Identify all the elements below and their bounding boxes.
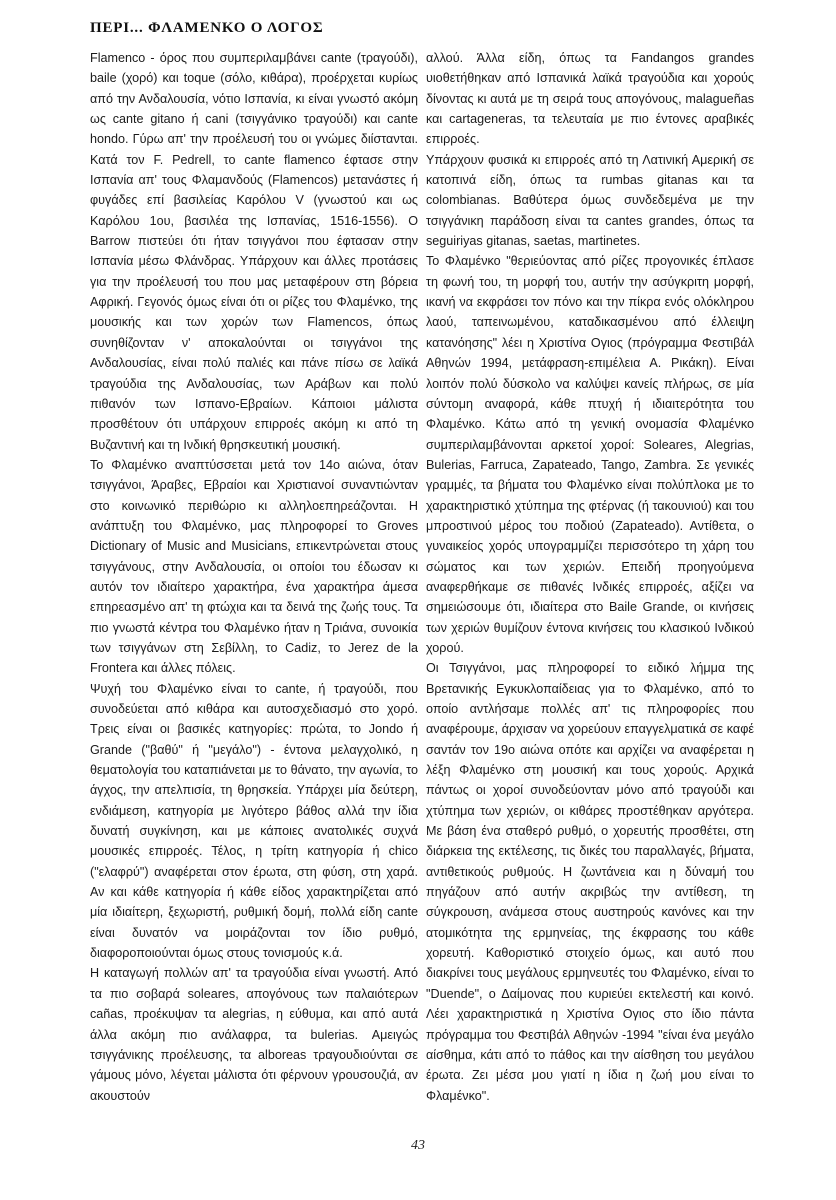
text-column-left xyxy=(90,48,418,1106)
page-number: 43 xyxy=(411,1138,425,1153)
paragraph: Flamenco - όρος που συμπεριλαμβάνει cante (τραγούδι), baile (χορό) και toque (σόλο, κιθάρα), προέρχεται κυρίως από την Ανδαλουσία, νότιο Ισπανία, κι είναι γνωστό ακόμη ως cante gitano ή cani (τσιγγάνικο τραγούδι) και cante hondo. Γύρω απ' την προέλευσή του οι γνώμες διίστανται. Κατά τον F. Pedrell, το cante flamenco έφτασε στην Ισπανία απ' τους Φλαμανδούς (Flamencos) μετανάστες ή φυγάδες επί βασιλείας Καρόλου V (γνωστού και ως Καρόλου 1ου, βασιλέα της Ισπανίας, 1516-1556). Ο Barrow πιστεύει ότι ήταν τσιγγάνοι που έφτασαν στην Ισπανία μέσω Φλάνδρας. Υπάρχουν και άλλες προτάσεις για την προέλευσή του που μας μεταφέρουν στη βόρεια Αφρική. Γεγονός όμως είναι ότι οι ρίζες του Φλαμένκο, της μουσικής και των χορών των Flamencos, όπως συνηθίζονταν ν' αποκαλούνται οι τσιγγάνοι της Ανδαλουσίας, είναι πολύ παλιές και πάνε πίσω σε λαϊκά τραγούδια της Ανδαλουσίας, των Αράβων και πολύ πιθανόν των Ισπανο-Εβραίων. Κάποιοι μάλιστα προσθέτουν ότι υπάρχουν επιρροές ακόμη κι από τη Βυζαντινή και τη Ινδική θρησκευτική μουσική. xyxy=(90,51,418,452)
paragraph: αλλού. Άλλα είδη, όπως τα Fandangos grandes υιοθετήθηκαν από Ισπανικά λαϊκά τραγούδια και χορούς δίνοντας κι αυτά με τη σειρά τους απογόνους, malagueñas και cartageneras, τα τελευταία με πιο έντονες αραβικές επιρροές. xyxy=(426,51,754,147)
running-header: ΠΕΡΙ... ΦΛΑΜΕΝΚΟ Ο ΛΟΓΟΣ xyxy=(90,20,324,36)
paragraph: Υπάρχουν φυσικά κι επιρροές από τη Λατινική Αμερική σε κατοπινά είδη, όπως τα rumbas gitanas και τα colombianas. Βαθύτερα όμως συνδεδεμένα με την τσιγγάνικη παράδοση είναι τα cantes grandes, όπως τα seguiriyas gitanas, saetas, martinetes. xyxy=(426,152,754,249)
paragraph: Ψυχή του Φλαμένκο είναι το cante, ή τραγούδι, που συνοδεύεται από κιθάρα και αυτοσχεδιασμό στο χορό. Τρεις είναι οι βασικές κατηγορίες: πρώτα, το Jondo ή Grande ("βαθύ" ή "μεγάλο") - έντονα μελαγχολικό, η θεματολογία του καταπιάνεται με το θάνατο, την αγωνία, το άγχος, την απελπισία, τη θρησκεία. Υπάρχει μία δεύτερη, ενδιάμεση, κατηγορία με λιγότερο βάθος αλλά την ίδια δυνατή συγκίνηση, και με κάποιες ανατολικές συχνά μουσικές επιρροές. Τέλος, η τρίτη κατηγορία ή chico ("ελαφρύ") αναφέρεται στον έρωτα, στη φύση, στη χαρά. Αν και κάθε κατηγορία ή κάθε είδος χαρακτηρίζεται από μία ιδιαίτερη, ξεχωριστή, ρυθμική δομή, πολλά είδη cante είναι δυνατόν να μοιράζονται τον ίδιο ρυθμό, διαφοροποιούνται όμως στους τονισμούς κ.ά. xyxy=(90,681,418,961)
paragraph: Το Φλαμένκο "θεριεύοντας από ρίζες προγονικές έπλασε τη φωνή του, τη μορφή του, αυτήν την ασύγκριτη μορφή, ικανή να εκφράσει τον πόνο και την πίκρα ενός ολόκληρου λαού, ταπεινωμένου, καταδικασμένου από έλλειψη κατανόησης" λέει η Χριστίνα Ογιος (πρόγραμμα Φεστιβάλ Αθηνών 1994, μετάφραση-επιμέλεια Α. Ρικάκη). Είναι λοιπόν πολύ δύσκολο να καλύψει κανείς πλήρως, σε μία σύντομη αναφορά, κάθε πτυχή ή ιδιαιτερότητα του Φλαμένκο. Κάτω από τη γενική ονομασία Φλαμένκο συμπεριλαμβάνονται αρκετοί χοροί: Soleares, Alegrias, Bulerias, Farruca, Zapateado, Tango, Zambra. Σε γενικές γραμμές, τα βήματα του Φλαμένκο είναι πολύπλοκα με το χαρακτηριστικό χτύπημα της φτέρνας (ή τακουνιού) και του μπροστινού μέρος του ποδιού (Zapateado). Αντίθετα, ο γυναικείος χορός υπογραμμίζει περισσότερο τη χάρη του σώματος και των χεριών. Επειδή προηγούμενα αναφερθήκαμε σε πιθανές Ινδικές επιρροές, αξίζει να σημειώσουμε ότι, ιδιαίτερα στο Baile Grande, οι κινήσεις των χεριών θυμίζουν έντονα κινήσεις του κλασικού Ινδικού χορού. xyxy=(426,254,754,655)
paragraph: Το Φλαμένκο αναπτύσσεται μετά τον 14ο αιώνα, όταν τσιγγάνοι, Άραβες, Εβραίοι και Χριστιανοί συναντιώνταν στο κοινωνικό περιθώριο κι αλληλοεπηρεάζονται. Η ανάπτυξη του Φλαμένκο, μας πληροφορεί το Groves Dictionary of Music and Musicians, επικεντρώνεται στους τσιγγάνους, στην Ανδαλουσία, οι οποίοι του έδωσαν κι αυτόν τον ιδιαίτερο χαρακτήρα, ένα χαρακτήρα άμεσα επηρεασμένο απ' τη φτώχια και τα δεινά της ζωής τους. Τα πιο γνωστά κέντρα του Φλαμένκο ήταν η Τριάνα, συνοικία των τσιγγάνων στη Σεβίλλη, το Cadiz, το Jerez de la Frontera και άλλες πόλεις. xyxy=(90,457,418,676)
paragraph: Η καταγωγή πολλών απ' τα τραγούδια είναι γνωστή. Από τα πιο σοβαρά soleares, απογόνους των παλαιότερων cañas, προέκυψαν τα alegrias, η εύθυμα, και από αυτά άλλα ακόμη πιο ανάλαφρα, τα bulerias. Αμειγώς τσιγγάνικης προέλευσης, τα alboreas τραγουδιούνται σε γάμους μόνο, λέγεται μάλιστα ότι φέρνουν γρουσουζιά, αν ακουστούν xyxy=(90,966,418,1103)
text-column-right xyxy=(426,48,754,1106)
paragraph: Οι Τσιγγάνοι, μας πληροφορεί το ειδικό λήμμα της Βρετανικής Εγκυκλοπαίδειας για το Φλαμένκο, από το οποίο αντλήσαμε πολλές απ' τις πληροφορίες που αναφέρουμε, άρχισαν να χορεύουν επαγγελματικά σε καφέ σαντάν τον 19ο αιώνα οπότε και αρχίζει να αναφέρεται η λέξη Φλαμένκο στη μουσική και τους χορούς. Αρχικά πάντως οι χοροί συνοδεύονταν μόνο από τραγούδι και χτύπημα των χεριών, οι κιθάρες προστέθηκαν αργότερα. Με βάση ένα σταθερό ρυθμό, ο χορευτής προσθέτει, στη διάρκεια της εκτέλεσης, τις δικές του παραλλαγές, βήματα, αντιθετικούς ρυθμούς. Η ζωντάνεια και η δύναμή του πηγάζουν από αυτήν ακριβώς την αντίθεση, τη σύγκρουση, ανάμεσα στους αυστηρούς κανόνες και την ατομικότητα της ερμηνείας, της έκφρασης του κάθε χορευτή. Καθοριστικό στοιχείο όμως, και αυτό που διακρίνει τους μεγάλους ερμηνευτές του Φλαμένκο, είναι το "Duende", ο Δαίμονας που κυριεύει εκτελεστή και κοινό. Λέει χαρακτηριστικά η Χριστίνα Ογιος στο ίδιο πάντα πρόγραμμα του Φεστιβάλ Αθηνών -1994 "είναι ένα μεγάλο αίσθημα, κάτι από το πάθος και την αίσθηση του μεγάλου έρωτα. Ζει μέσα μου γιατί η ίδια η ζωή μου είναι το Φλαμένκο". xyxy=(426,661,754,1103)
